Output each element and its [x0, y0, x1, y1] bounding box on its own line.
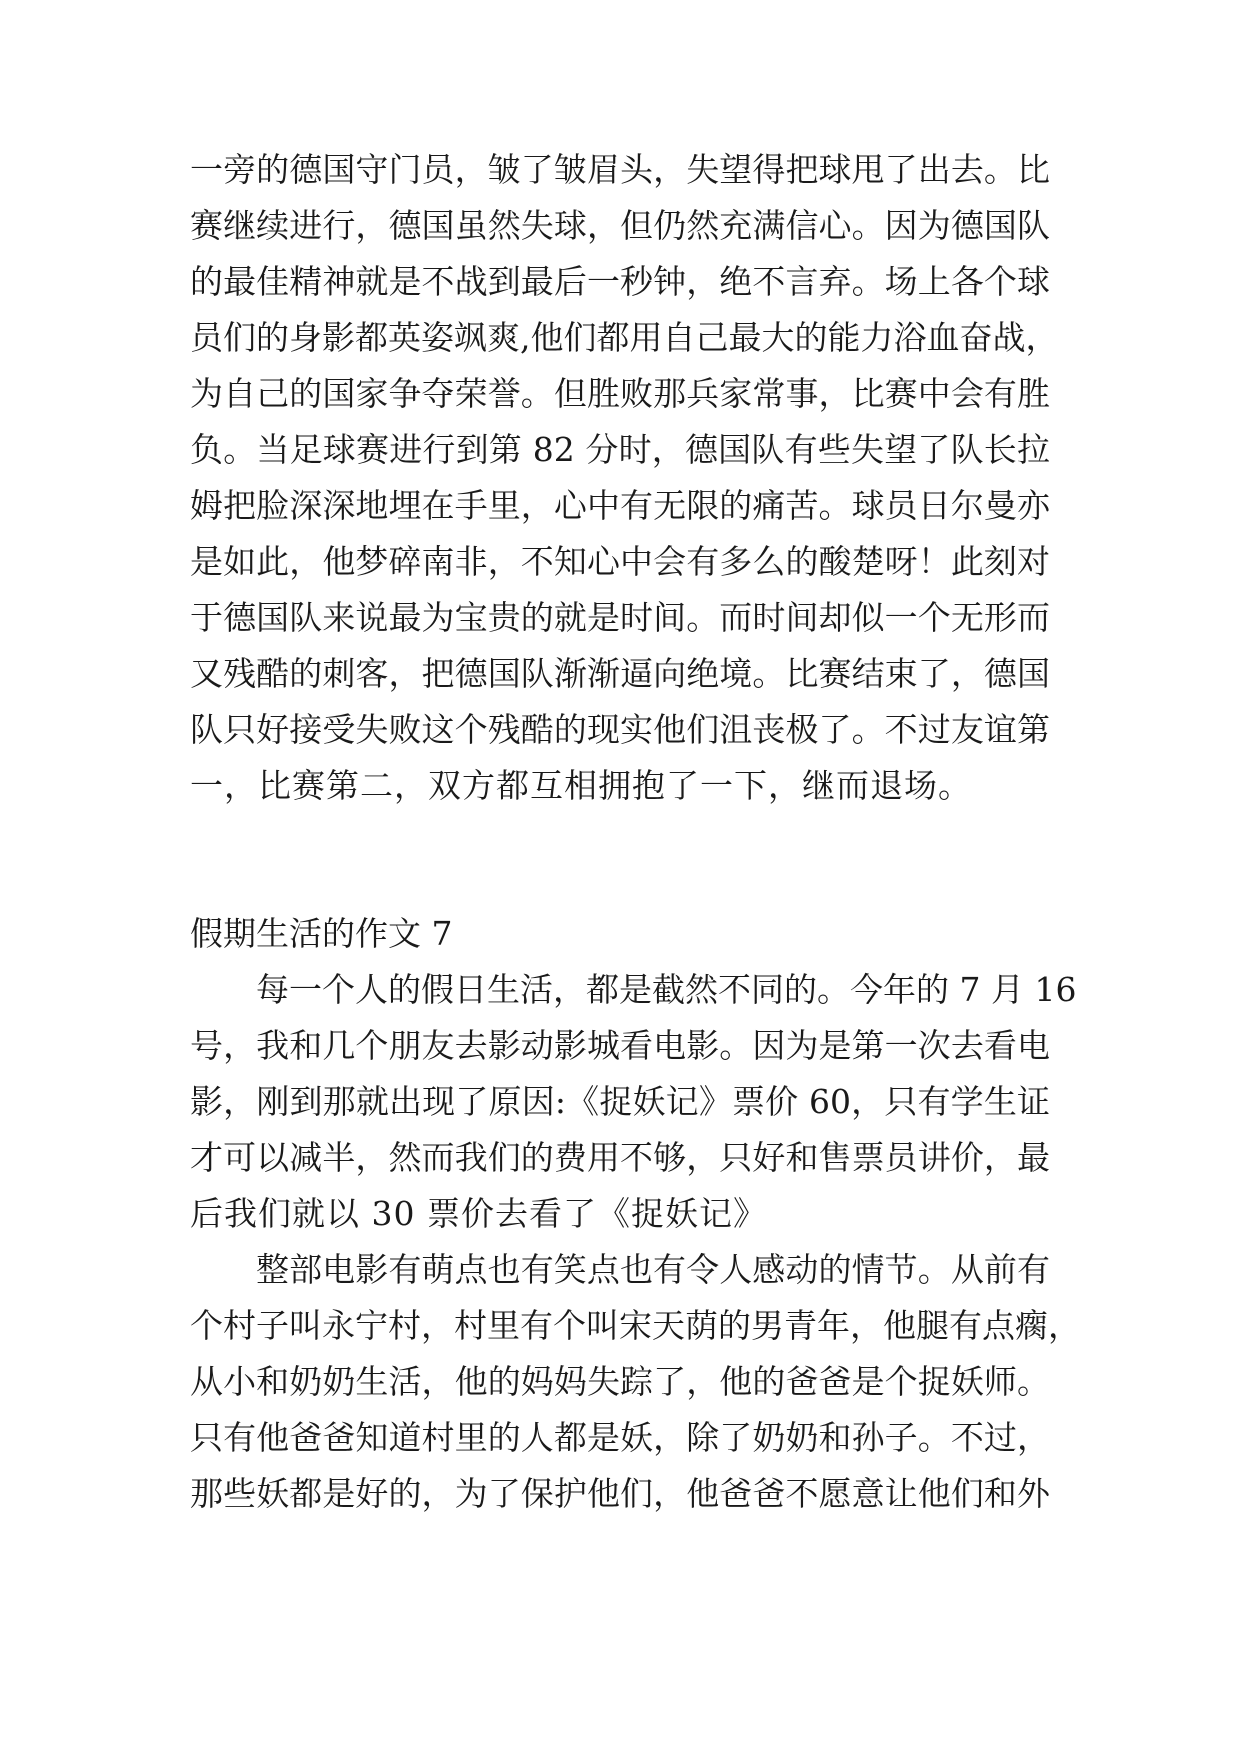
- text-line: 号，我和几个朋友去影动影城看电影。因为是第一次去看电: [190, 1026, 1050, 1065]
- document-page: [190, 0, 1081, 1754]
- text-line: 员们的身影都英姿飒爽,他们都用自己最大的能力浴血奋战，: [190, 318, 1059, 357]
- text-line: 后我们就以 30 票价去看了《捉妖记》: [190, 1194, 767, 1233]
- text-line: 姆把脸深深地埋在手里，心中有无限的痛苦。球员日尔曼亦: [190, 486, 1050, 525]
- text-line: 于德国队来说最为宝贵的就是时间。而时间却似一个无形而: [190, 598, 1050, 637]
- text-line: 的最佳精神就是不战到最后一秒钟，绝不言弃。场上各个球: [190, 262, 1050, 301]
- text-line: 为自己的国家争夺荣誉。但胜败那兵家常事，比赛中会有胜: [190, 374, 1050, 413]
- text-line: 从小和奶奶生活，他的妈妈失踪了，他的爸爸是个捉妖师。: [190, 1362, 1050, 1401]
- section-heading: 假期生活的作文 7: [190, 914, 453, 953]
- text-line: 每一个人的假日生活，都是截然不同的。今年的 7 月 16: [256, 970, 1077, 1009]
- text-line: 影，刚到那就出现了原因:《捉妖记》票价 60，只有学生证: [190, 1082, 1050, 1121]
- text-line: 那些妖都是好的，为了保护他们，他爸爸不愿意让他们和外: [190, 1474, 1050, 1513]
- text-line: 一旁的德国守门员，皱了皱眉头，失望得把球甩了出去。比: [190, 150, 1050, 189]
- text-line: 赛继续进行，德国虽然失球，但仍然充满信心。因为德国队: [190, 206, 1050, 245]
- text-line: 又残酷的刺客，把德国队渐渐逼向绝境。比赛结束了，德国: [190, 654, 1050, 693]
- text-line: 是如此，他梦碎南非，不知心中会有多么的酸楚呀！此刻对: [190, 542, 1050, 581]
- text-line: 一，比赛第二，双方都互相拥抱了一下，继而退场。: [190, 766, 972, 805]
- text-line: 个村子叫永宁村，村里有个叫宋天荫的男青年，他腿有点瘸，: [190, 1306, 1081, 1345]
- text-line: 才可以减半，然而我们的费用不够，只好和售票员讲价，最: [190, 1138, 1050, 1177]
- text-line: 只有他爸爸知道村里的人都是妖，除了奶奶和孙子。不过，: [190, 1418, 1050, 1457]
- text-line: 负。当足球赛进行到第 82 分时，德国队有些失望了队长拉: [190, 430, 1050, 469]
- text-line: 整部电影有萌点也有笑点也有令人感动的情节。从前有: [256, 1250, 1050, 1289]
- text-line: 队只好接受失败这个残酷的现实他们沮丧极了。不过友谊第: [190, 710, 1050, 749]
